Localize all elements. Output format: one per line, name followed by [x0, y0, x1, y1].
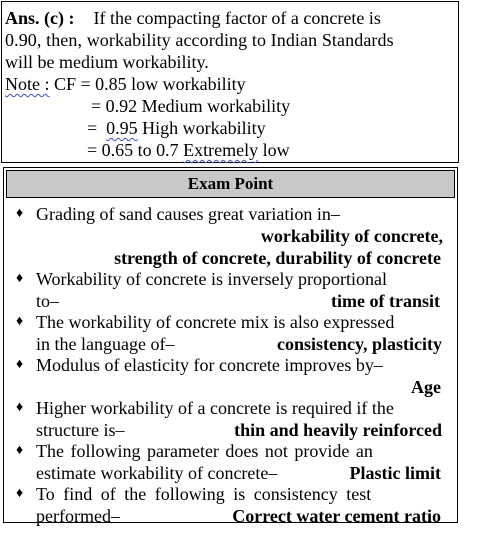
- item-3-answer: consistency, plasticity: [277, 334, 442, 354]
- bullet-icon: ♦: [16, 206, 24, 221]
- bullet-icon: ♦: [16, 400, 24, 415]
- item-2-question-1: Workability of concrete is inversely proportional: [36, 269, 387, 289]
- item-4-answer: Age: [411, 377, 441, 397]
- answer-line-1: [5, 7, 381, 29]
- note-line-4-post: low: [262, 140, 290, 160]
- item-6-answer: Plastic limit: [349, 463, 441, 483]
- note-line-4-pre: = 0.65 to 0.7: [87, 140, 179, 160]
- item-2-answer: time of transit: [331, 291, 440, 311]
- item-4-question: Modulus of elasticity for concrete improves by–: [36, 355, 383, 375]
- answer-label: Ans. (c) :: [5, 8, 75, 28]
- note-line-3-pre: =: [87, 118, 98, 138]
- note-line-1: [5, 73, 246, 95]
- exam-point-title: Exam Point: [187, 174, 274, 193]
- item-1-answer-2: strength of concrete, durability of concrete: [114, 248, 441, 268]
- bullet-icon: ♦: [16, 486, 24, 501]
- note-line-3-post: High workability: [142, 118, 266, 138]
- bullet-icon: ♦: [16, 357, 24, 372]
- item-1-question: Grading of sand causes great variation in–: [36, 204, 340, 224]
- note-line-2: = 0.92 Medium workability: [91, 96, 291, 116]
- item-7-question-1: To find of the following is consistency test: [36, 484, 372, 504]
- bullet-icon: ♦: [16, 314, 24, 329]
- bullet-icon: ♦: [16, 271, 24, 286]
- answer-text-1: If the compacting factor of a concrete is: [93, 8, 381, 28]
- item-7-question-2: performed–: [36, 506, 120, 526]
- exam-point-header: [6, 170, 455, 198]
- item-7-answer: Correct water cement ratio: [232, 506, 441, 526]
- note-line-4-word: Extremely: [183, 140, 259, 160]
- item-5-answer: thin and heavily reinforced: [234, 420, 442, 440]
- item-5-question-2: structure is–: [36, 420, 125, 440]
- item-6-question-1: The following parameter does not provide an: [36, 441, 373, 461]
- item-3-question-2: in the language of–: [36, 334, 175, 354]
- answer-line-2: 0.90, then, workability according to Indian Standards: [5, 30, 394, 50]
- note-line-4: [87, 139, 290, 161]
- item-6-question-2: estimate workability of concrete–: [36, 463, 278, 483]
- note-text-1: CF = 0.85 low workability: [54, 74, 246, 94]
- item-3-question-1: The workability of concrete mix is also expressed: [36, 312, 395, 332]
- item-1-answer-1: workability of concrete,: [260, 226, 443, 246]
- note-line-3: [87, 117, 266, 139]
- bullet-icon: ♦: [16, 443, 24, 458]
- note-label: Note :: [5, 74, 50, 94]
- item-5-question-1: Higher workability of a concrete is required if the: [36, 398, 394, 418]
- note-line-3-value: 0.95: [106, 118, 138, 138]
- item-2-question-2: to–: [36, 291, 60, 311]
- answer-line-3: will be medium workability.: [5, 52, 209, 72]
